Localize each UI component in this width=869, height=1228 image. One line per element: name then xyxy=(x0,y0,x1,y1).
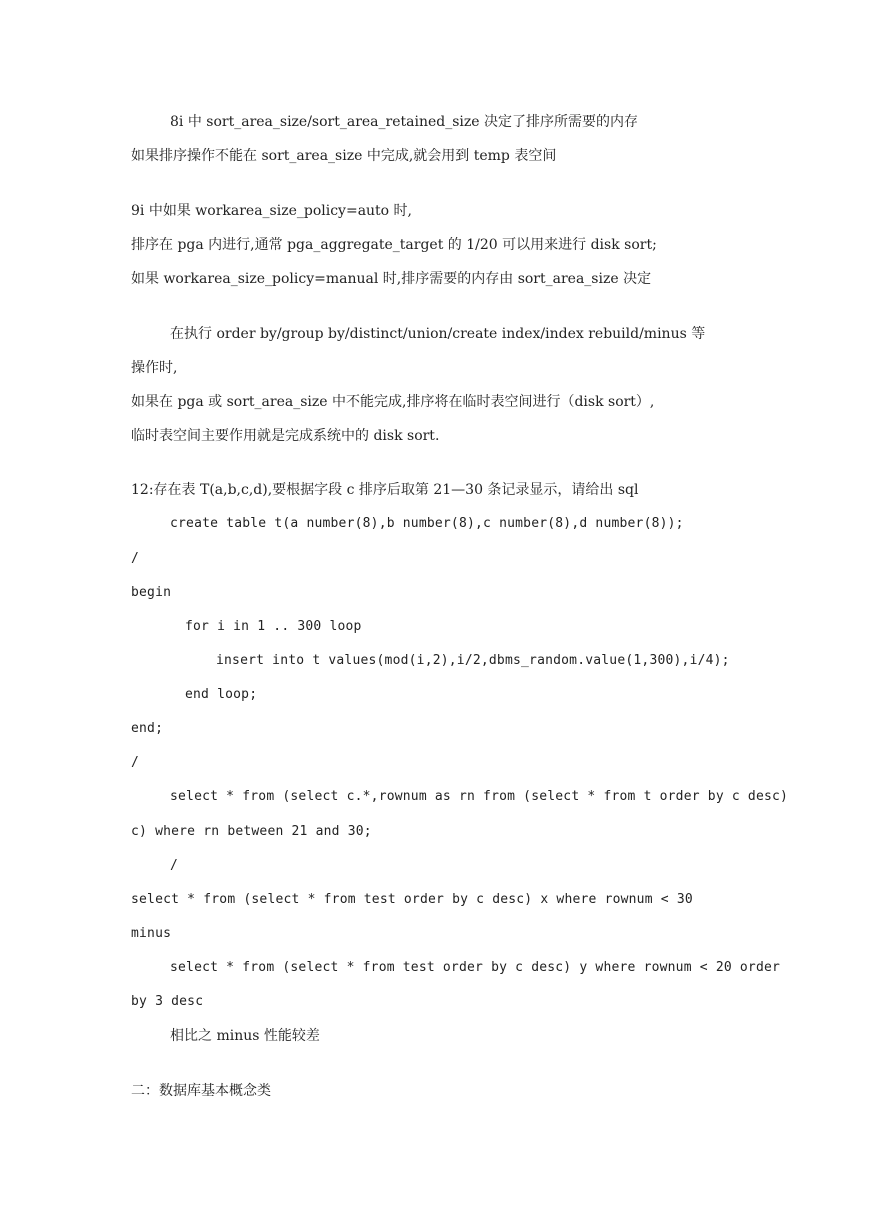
text-line: 操作时, xyxy=(131,360,178,376)
text-line: 临时表空间主要作用就是完成系统中的 disk sort. xyxy=(131,428,440,444)
code-line: / xyxy=(131,755,140,770)
code-line: end loop; xyxy=(185,687,258,702)
code-line: / xyxy=(131,551,140,566)
code-line: for i in 1 .. 300 loop xyxy=(185,619,362,634)
text-line: 相比之 minus 性能较差 xyxy=(170,1028,320,1044)
code-line: create table t(a number(8),b number(8),c number(8),d number(8)); xyxy=(170,516,684,531)
code-line: begin xyxy=(131,585,172,600)
text-line: 如果在 pga 或 sort_area_size 中不能完成,排序将在临时表空间进行（disk sort）, xyxy=(131,394,655,410)
code-line: / xyxy=(170,858,179,873)
text-line: 如果 workarea_size_policy=manual 时,排序需要的内存由 sort_area_size 决定 xyxy=(131,271,652,287)
code-line: select * from (select * from test order by c desc) x where rownum < 30 xyxy=(131,892,693,907)
section-heading: 二：数据库基本概念类 xyxy=(131,1083,271,1099)
code-line: minus xyxy=(131,926,172,941)
code-line: end; xyxy=(131,721,164,736)
code-line: select * from (select * from test order by c desc) y where rownum < 20 order xyxy=(170,960,781,975)
text-line: 在执行 order by/group by/distinct/union/create index/index rebuild/minus 等 xyxy=(170,326,706,342)
code-line: select * from (select c.*,rownum as rn from (select * from t order by c desc) xyxy=(170,789,789,804)
code-line: c) where rn between 21 and 30; xyxy=(131,824,372,839)
text-line: 8i 中 sort_area_size/sort_area_retained_size 决定了排序所需要的内存 xyxy=(170,114,638,130)
text-line: 9i 中如果 workarea_size_policy=auto 时, xyxy=(131,203,413,219)
code-line: insert into t values(mod(i,2),i/2,dbms_random.value(1,300),i/4); xyxy=(216,653,730,668)
text-line: 排序在 pga 内进行,通常 pga_aggregate_target 的 1/20 可以用来进行 disk sort; xyxy=(131,237,657,253)
code-line: by 3 desc xyxy=(131,994,204,1009)
question-heading: 12:存在表 T(a,b,c,d),要根据字段 c 排序后取第 21—30 条记录显示，请给出 sql xyxy=(131,482,639,498)
text-line: 如果排序操作不能在 sort_area_size 中完成,就会用到 temp 表空间 xyxy=(131,148,557,164)
